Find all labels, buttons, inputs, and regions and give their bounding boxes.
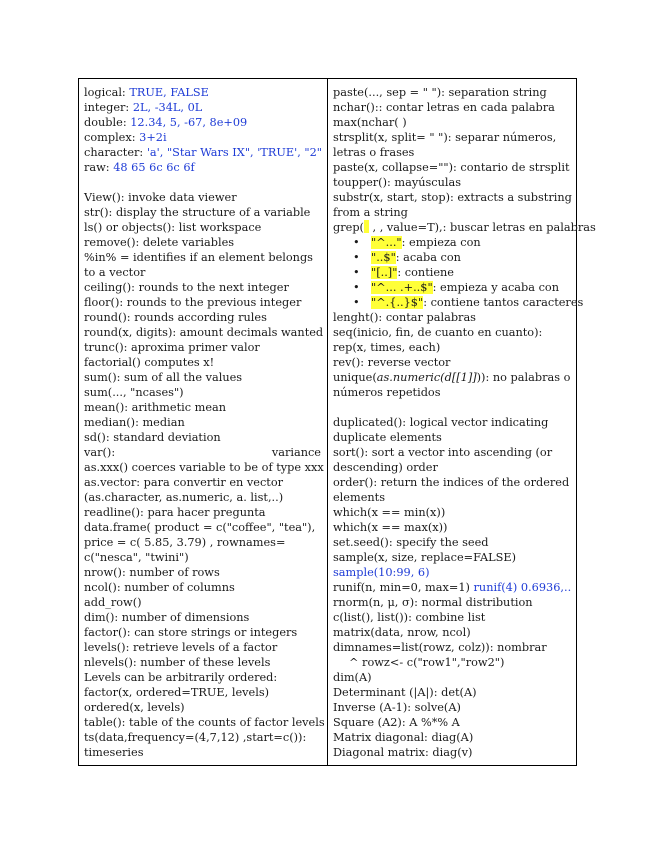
- type-raw: raw: 48 65 6c 6c 6f: [84, 161, 195, 174]
- fn-line: which(x == min(x)): [333, 506, 446, 519]
- regex-bullet: • "^...": empieza con: [333, 235, 572, 250]
- fn-line: order(): return the indices of the ordered elements: [333, 476, 570, 504]
- fn-line: View(): invoke data viewer: [84, 191, 237, 204]
- fn-line: sum(): sum of all the values: [84, 371, 243, 384]
- fn-rowz-line: ^ rowz<- c("row1","row2"): [349, 656, 505, 669]
- fn-unique-line: unique(as.numeric(d[[1]])): no palabras o números repetidos: [333, 371, 571, 399]
- fn-line: ls() or objects(): list workspace: [84, 221, 262, 234]
- left-column: [79, 79, 328, 765]
- fn-line: factorial() computes x!: [84, 356, 215, 369]
- type-complex: complex: 3+2i: [84, 131, 167, 144]
- regex-bullet: • "^.{..}$": contiene tantos caracteres: [333, 295, 572, 310]
- type-integer: integer: 2L, -34L, 0L: [84, 101, 203, 114]
- fn-line: round(x, digits): amount decimals wanted: [84, 326, 324, 339]
- fn-line: ordered(x, levels): [84, 701, 185, 714]
- fn-line: dim(A): [333, 671, 372, 684]
- fn-line: duplicated(): logical vector indicating duplicate elements: [333, 416, 549, 444]
- fn-line: dim(): number of dimensions: [84, 611, 250, 624]
- fn-line: matrix(data, nrow, ncol): [333, 626, 471, 639]
- fn-line: Matrix diagonal: diag(A): [333, 731, 474, 744]
- fn-line: as.xxx() coerces variable to be of type xxx: [84, 461, 324, 474]
- fn-line: Diagonal matrix: diag(v): [333, 746, 473, 759]
- fn-line: sample(x, size, replace=FALSE): [333, 551, 517, 564]
- fn-line: round(): rounds according rules: [84, 311, 267, 324]
- fn-line: toupper(): mayúsculas: [333, 176, 462, 189]
- fn-line: nlevels(): number of these levels: [84, 656, 271, 669]
- right-column: [328, 79, 596, 765]
- fn-line: factor(x, ordered=TRUE, levels): [84, 686, 270, 699]
- fn-line: factor(): can store strings or integers: [84, 626, 298, 639]
- fn-sample-example: sample(10:99, 6): [333, 566, 430, 579]
- fn-line: ceiling(): rounds to the next integer: [84, 281, 289, 294]
- fn-line: which(x == max(x)): [333, 521, 448, 534]
- fn-line: rev(): reverse vector: [333, 356, 451, 369]
- fn-line: ts(data,frequency=(4,7,12) ,start=c()): timeseries: [84, 731, 307, 759]
- fn-line: c(list(), list()): combine list: [333, 611, 486, 624]
- regex-bullet: • "[..]": contiene: [333, 265, 572, 280]
- fn-line: add_row(): [84, 596, 142, 609]
- fn-line: ncol(): number of columns: [84, 581, 235, 594]
- fn-line: mean(): arithmetic mean: [84, 401, 227, 414]
- type-logical: logical: TRUE, FALSE: [84, 86, 209, 99]
- fn-line: paste(x, collapse=""): contario de strsplit: [333, 161, 570, 174]
- spacer: [84, 175, 321, 190]
- fn-line: Levels can be arbitrarily ordered:: [84, 671, 278, 684]
- type-double: double: 12.34, 5, -67, 8e+09: [84, 116, 248, 129]
- fn-line: data.frame( product = c("coffee", "tea"), price = c( 5.85, 3.79) , rownames= c("nesca", "twini"): [84, 521, 316, 564]
- fn-line: rep(x, times, each): [333, 341, 441, 354]
- type-character: character: 'a', "Star Wars IX", 'TRUE', "2": [84, 146, 322, 159]
- fn-line: readline(): para hacer pregunta: [84, 506, 266, 519]
- fn-line: sum(..., "ncases"): [84, 386, 184, 399]
- fn-line: set.seed(): specify the seed: [333, 536, 489, 549]
- fn-line: Square (A2): A %*% A: [333, 716, 460, 729]
- fn-line: nchar():: contar letras en cada palabra: [333, 101, 555, 114]
- fn-line: lenght(): contar palabras: [333, 311, 476, 324]
- fn-line: rnorm(n, μ, σ): normal distribution: [333, 596, 533, 609]
- fn-grep-line: grep( , , value=T),: buscar letras en palabras: [333, 221, 596, 234]
- regex-bullet: • "..$": acaba con: [333, 250, 572, 265]
- fn-line: table(): table of the counts of factor levels: [84, 716, 325, 729]
- fn-line: str(): display the structure of a variable: [84, 206, 311, 219]
- fn-line: remove(): delete variables: [84, 236, 235, 249]
- fn-line: nrow(): number of rows: [84, 566, 220, 579]
- fn-line: seq(inicio, fin, de cuanto en cuanto):: [333, 326, 543, 339]
- fn-line: levels(): retrieve levels of a factor: [84, 641, 278, 654]
- fn-line: strsplit(x, split= " "): separar números, letras o frases: [333, 131, 557, 159]
- fn-line: Determinant (|A|): det(A): [333, 686, 477, 699]
- fn-line: sd(): standard deviation: [84, 431, 221, 444]
- fn-var-line: var(): variance: [84, 446, 321, 459]
- fn-line: median(): median: [84, 416, 185, 429]
- fn-line: paste(..., sep = " "): separation string: [333, 86, 547, 99]
- fn-line: Inverse (A-1): solve(A): [333, 701, 461, 714]
- regex-bullet: • "^... .+..$": empieza y acaba con: [333, 280, 572, 295]
- fn-line: substr(x, start, stop): extracts a substring from a string: [333, 191, 572, 219]
- fn-line: floor(): rounds to the previous integer: [84, 296, 302, 309]
- fn-line: max(nchar( ): [333, 116, 407, 129]
- spacer: [333, 400, 572, 415]
- fn-runif-line: runif(n, min=0, max=1) runif(4) 0.6936,..: [333, 581, 572, 594]
- fn-line: sort(): sort a vector into ascending (or descending) order: [333, 446, 553, 474]
- cheatsheet-table: [78, 78, 596, 766]
- fn-line: dimnames=list(rowz, colz)): nombrar: [333, 641, 547, 654]
- fn-line: as.vector: para convertir en vector (as.character, as.numeric, a. list,..): [84, 476, 284, 504]
- fn-line: %in% = identifies if an element belongs to a vector: [84, 251, 313, 279]
- fn-line: trunc(): aproxima primer valor: [84, 341, 260, 354]
